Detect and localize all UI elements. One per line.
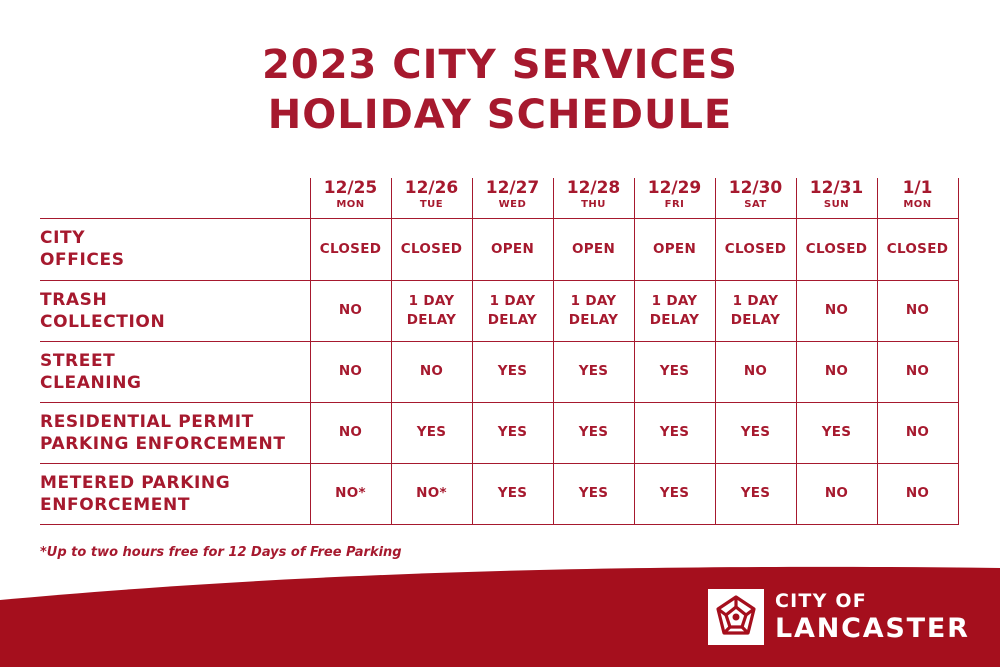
status-cell bbox=[553, 218, 634, 280]
status-text: YES bbox=[659, 424, 690, 440]
status-cell bbox=[715, 218, 796, 280]
status-text: YES bbox=[659, 363, 690, 379]
status-text: NO bbox=[905, 485, 930, 501]
status-text: YES bbox=[497, 424, 528, 440]
row-label-line: ENFORCEMENT bbox=[40, 494, 191, 515]
date-number: 12/29 bbox=[647, 178, 702, 198]
page-title bbox=[0, 40, 1000, 140]
logo-text-lancaster: LANCASTER bbox=[775, 613, 970, 644]
date-header bbox=[634, 178, 715, 218]
status-text: NO bbox=[419, 363, 444, 379]
status-text: NO bbox=[905, 363, 930, 379]
row-label-line: METERED PARKING bbox=[40, 472, 231, 493]
row-label-line: OFFICES bbox=[40, 250, 125, 270]
status-text: YES bbox=[578, 424, 609, 440]
status-text: YES bbox=[578, 363, 609, 379]
status-text: 1 DAY bbox=[408, 292, 455, 309]
status-text: NO bbox=[338, 302, 363, 318]
status-cell bbox=[553, 341, 634, 402]
status-cell bbox=[310, 218, 391, 280]
row-label-line: CITY bbox=[40, 228, 86, 248]
status-text: YES bbox=[497, 363, 528, 379]
day-of-week: SAT bbox=[744, 199, 767, 210]
status-text: NO* bbox=[335, 485, 366, 501]
status-cell bbox=[391, 402, 472, 463]
row-label bbox=[40, 280, 310, 341]
status-text: NO bbox=[824, 363, 849, 379]
status-cell bbox=[391, 341, 472, 402]
status-text: CLOSED bbox=[319, 240, 382, 257]
status-cell bbox=[877, 280, 958, 341]
row-label-line: PARKING ENFORCEMENT bbox=[40, 433, 286, 454]
status-text: NO bbox=[743, 363, 768, 379]
status-cell bbox=[877, 218, 958, 280]
date-number: 12/25 bbox=[323, 178, 378, 198]
status-text: CLOSED bbox=[724, 240, 787, 257]
date-number: 12/27 bbox=[485, 178, 540, 198]
title-line-2: HOLIDAY SCHEDULE bbox=[267, 92, 733, 138]
row-label-line: TRASH bbox=[40, 289, 108, 310]
date-header bbox=[472, 178, 553, 218]
status-text: YES bbox=[659, 485, 690, 501]
status-cell bbox=[715, 402, 796, 463]
row-label bbox=[40, 463, 310, 524]
status-cell bbox=[391, 463, 472, 524]
status-cell bbox=[310, 280, 391, 341]
status-cell bbox=[472, 218, 553, 280]
status-text: YES bbox=[416, 424, 447, 440]
status-text: NO bbox=[905, 302, 930, 318]
status-cell bbox=[553, 402, 634, 463]
date-header bbox=[877, 178, 958, 218]
status-cell bbox=[796, 402, 877, 463]
status-text: OPEN bbox=[571, 240, 616, 257]
status-cell bbox=[472, 341, 553, 402]
date-header bbox=[553, 178, 634, 218]
status-cell bbox=[310, 463, 391, 524]
footnote: *Up to two hours free for 12 Days of Free Parking bbox=[40, 545, 402, 560]
status-cell bbox=[877, 341, 958, 402]
status-cell bbox=[796, 218, 877, 280]
status-cell bbox=[472, 402, 553, 463]
service-row-metered-parking bbox=[40, 463, 958, 524]
status-text: CLOSED bbox=[805, 240, 868, 257]
row-label bbox=[40, 341, 310, 402]
status-cell bbox=[310, 402, 391, 463]
date-number: 12/31 bbox=[809, 178, 864, 198]
status-cell bbox=[553, 280, 634, 341]
status-cell bbox=[796, 463, 877, 524]
date-number: 12/30 bbox=[728, 178, 783, 198]
date-header bbox=[391, 178, 472, 218]
date-header bbox=[715, 178, 796, 218]
status-cell bbox=[877, 402, 958, 463]
status-cell bbox=[472, 280, 553, 341]
logo-text-city-of: CITY OF bbox=[775, 590, 867, 612]
status-cell bbox=[391, 218, 472, 280]
status-text: DELAY bbox=[649, 311, 700, 328]
status-cell bbox=[472, 463, 553, 524]
city-logo bbox=[708, 589, 970, 647]
status-text: DELAY bbox=[487, 311, 538, 328]
status-cell bbox=[391, 280, 472, 341]
day-of-week: MON bbox=[336, 199, 365, 210]
status-text: NO bbox=[338, 424, 363, 440]
status-text: 1 DAY bbox=[489, 292, 536, 309]
status-text: NO bbox=[824, 485, 849, 501]
status-cell bbox=[796, 280, 877, 341]
status-cell bbox=[877, 463, 958, 524]
date-header bbox=[310, 178, 391, 218]
status-cell bbox=[715, 341, 796, 402]
day-of-week: TUE bbox=[419, 199, 444, 210]
service-row-city-offices bbox=[40, 218, 958, 280]
status-cell bbox=[715, 463, 796, 524]
day-of-week: THU bbox=[581, 199, 606, 210]
holiday-schedule-table bbox=[40, 178, 959, 525]
date-number: 1/1 bbox=[902, 178, 933, 198]
table-corner bbox=[40, 178, 310, 218]
status-text: DELAY bbox=[406, 311, 457, 328]
row-label-line: COLLECTION bbox=[40, 311, 166, 332]
status-text: YES bbox=[497, 485, 528, 501]
day-of-week: FRI bbox=[664, 199, 685, 210]
row-label bbox=[40, 402, 310, 463]
status-text: YES bbox=[740, 485, 771, 501]
status-cell bbox=[634, 463, 715, 524]
status-text: NO bbox=[824, 302, 849, 318]
status-text: DELAY bbox=[730, 311, 781, 328]
status-text: 1 DAY bbox=[732, 292, 779, 309]
row-label-line: CLEANING bbox=[40, 372, 142, 393]
status-cell bbox=[796, 341, 877, 402]
status-text: YES bbox=[740, 424, 771, 440]
status-cell bbox=[634, 402, 715, 463]
status-cell bbox=[310, 341, 391, 402]
status-text: NO bbox=[905, 424, 930, 440]
date-number: 12/26 bbox=[404, 178, 459, 198]
status-text: YES bbox=[821, 424, 852, 440]
date-number: 12/28 bbox=[566, 178, 621, 198]
status-cell bbox=[715, 280, 796, 341]
status-text: DELAY bbox=[568, 311, 619, 328]
row-label-line: RESIDENTIAL PERMIT bbox=[40, 411, 254, 432]
status-cell bbox=[634, 341, 715, 402]
status-text: NO* bbox=[416, 485, 447, 501]
status-text: OPEN bbox=[490, 240, 535, 257]
row-label-line: STREET bbox=[40, 350, 116, 371]
service-row-street-cleaning bbox=[40, 341, 958, 402]
day-of-week: MON bbox=[903, 199, 932, 210]
status-cell bbox=[553, 463, 634, 524]
status-cell bbox=[634, 218, 715, 280]
status-text: 1 DAY bbox=[651, 292, 698, 309]
status-text: CLOSED bbox=[886, 240, 949, 257]
title-line-1: 2023 CITY SERVICES bbox=[262, 42, 738, 88]
status-text: CLOSED bbox=[400, 240, 463, 257]
date-header bbox=[796, 178, 877, 218]
status-text: NO bbox=[338, 363, 363, 379]
day-of-week: SUN bbox=[823, 199, 850, 210]
status-text: OPEN bbox=[652, 240, 697, 257]
status-text: YES bbox=[578, 485, 609, 501]
row-label bbox=[40, 218, 310, 280]
status-text: 1 DAY bbox=[570, 292, 617, 309]
date-header-row bbox=[40, 178, 958, 218]
day-of-week: WED bbox=[498, 199, 527, 210]
service-row-residential-permit bbox=[40, 402, 958, 463]
service-row-trash-collection bbox=[40, 280, 958, 341]
status-cell bbox=[634, 280, 715, 341]
rose-logo-icon bbox=[708, 589, 764, 645]
